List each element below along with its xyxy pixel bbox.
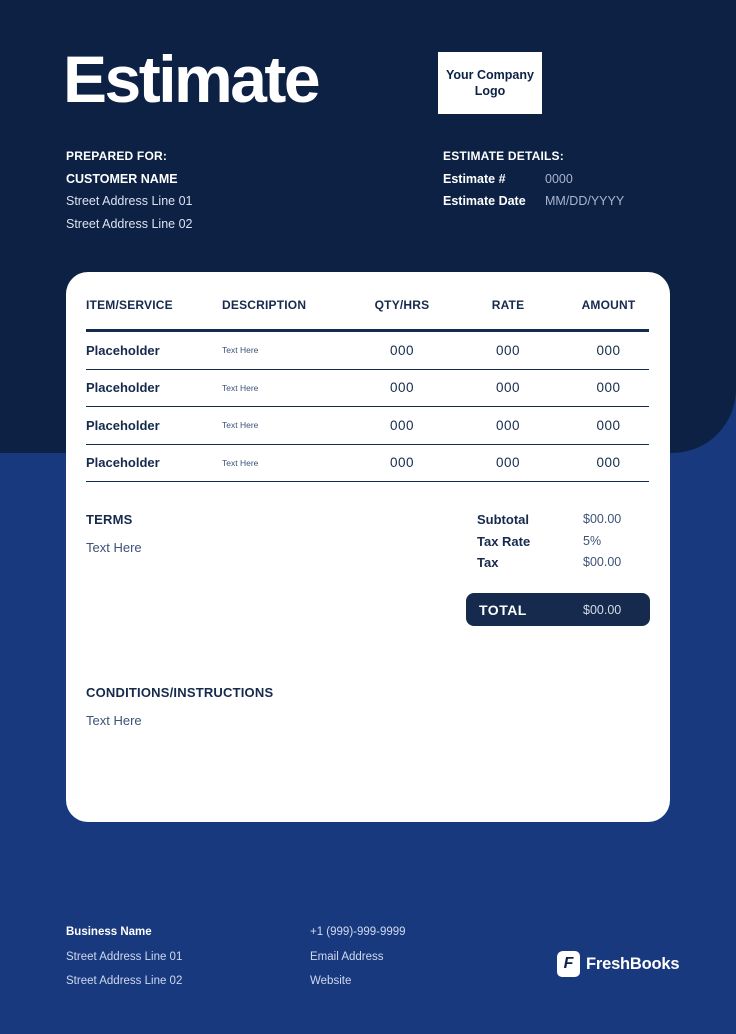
customer-name: CUSTOMER NAME xyxy=(66,171,178,186)
item-rate: 000 xyxy=(495,417,521,433)
total-value: $00.00 xyxy=(583,602,622,617)
column-header-amount: AMOUNT xyxy=(581,298,636,312)
company-logo-text: Your Company Logo xyxy=(446,67,534,98)
conditions-label: CONDITIONS/INSTRUCTIONS xyxy=(86,685,274,700)
total-box xyxy=(466,593,650,626)
item-name: Placeholder xyxy=(86,342,160,358)
terms-label: TERMS xyxy=(86,512,133,527)
estimate-number-value: 0000 xyxy=(545,171,573,186)
item-rate: 000 xyxy=(495,342,521,358)
subtotal-label: Subtotal xyxy=(477,512,529,527)
customer-address-line1: Street Address Line 01 xyxy=(66,194,193,208)
item-qty: 000 xyxy=(389,342,415,358)
subtotal-value: $00.00 xyxy=(583,512,622,526)
item-qty: 000 xyxy=(389,455,415,471)
item-description: Text Here xyxy=(222,345,259,356)
item-amount: 000 xyxy=(596,417,621,433)
item-description: Text Here xyxy=(222,457,259,468)
tax-value: $00.00 xyxy=(583,555,622,569)
freshbooks-icon xyxy=(557,951,580,977)
item-qty: 000 xyxy=(389,380,415,396)
table-row xyxy=(86,332,649,370)
conditions-text: Text Here xyxy=(86,713,142,728)
estimate-number-label: Estimate # xyxy=(443,171,506,186)
item-description: Text Here xyxy=(222,382,259,393)
table-header-row xyxy=(86,272,649,312)
estimate-date-label: Estimate Date xyxy=(443,194,526,208)
tax-rate-label: Tax Rate xyxy=(477,533,531,549)
column-header-rate: RATE xyxy=(491,298,525,312)
item-rate: 000 xyxy=(495,455,521,471)
totals-section xyxy=(477,509,621,574)
item-description: Text Here xyxy=(222,420,259,431)
company-logo-placeholder xyxy=(438,52,542,114)
column-header-item-service: ITEM/SERVICE xyxy=(86,298,173,312)
customer-address-line2: Street Address Line 02 xyxy=(66,216,193,231)
prepared-for-section xyxy=(66,145,192,235)
table-row xyxy=(86,445,649,483)
footer-address-line2: Street Address Line 02 xyxy=(66,975,183,987)
total-label: TOTAL xyxy=(479,601,527,618)
item-name: Placeholder xyxy=(86,380,160,396)
footer-address-line1: Street Address Line 01 xyxy=(66,950,183,963)
terms-section xyxy=(86,512,142,555)
tax-row xyxy=(477,552,621,574)
item-amount: 000 xyxy=(596,342,621,358)
footer-business-name: Business Name xyxy=(66,926,152,938)
estimate-date-row xyxy=(443,190,624,213)
estimate-card xyxy=(66,272,670,822)
estimate-number-row xyxy=(443,168,624,191)
subtotal-row xyxy=(477,509,621,531)
item-qty: 000 xyxy=(389,417,415,433)
column-header-description: DESCRIPTION xyxy=(222,298,307,312)
freshbooks-logo xyxy=(557,951,679,977)
terms-text: Text Here xyxy=(86,540,142,555)
column-header-qty-hrs: QTY/HRS xyxy=(374,298,430,312)
estimate-details-section xyxy=(443,145,624,213)
freshbooks-wordmark: FreshBooks xyxy=(586,954,680,973)
footer-business-block xyxy=(66,920,182,994)
tax-rate-row xyxy=(477,531,621,553)
footer-contact-block xyxy=(310,920,406,994)
estimate-details-label: ESTIMATE DETAILS: xyxy=(443,149,564,163)
item-name: Placeholder xyxy=(86,417,160,433)
prepared-for-label: PREPARED FOR: xyxy=(66,149,168,163)
footer-website: Website xyxy=(310,975,352,987)
line-items-table xyxy=(86,272,649,482)
conditions-section xyxy=(86,685,273,728)
footer-phone: +1 (999)-999-9999 xyxy=(310,926,406,938)
item-amount: 000 xyxy=(596,455,621,471)
item-amount: 000 xyxy=(596,380,621,396)
table-row xyxy=(86,407,649,445)
estimate-date-value: MM/DD/YYYY xyxy=(545,194,625,208)
page-title: Estimate xyxy=(63,42,319,116)
item-name: Placeholder xyxy=(86,455,160,471)
freshbooks-icon-letter: F xyxy=(563,955,574,972)
table-row xyxy=(86,370,649,408)
tax-rate-value: 5% xyxy=(583,533,602,548)
footer-email: Email Address xyxy=(310,950,384,963)
item-rate: 000 xyxy=(495,380,521,396)
tax-label: Tax xyxy=(477,555,499,570)
